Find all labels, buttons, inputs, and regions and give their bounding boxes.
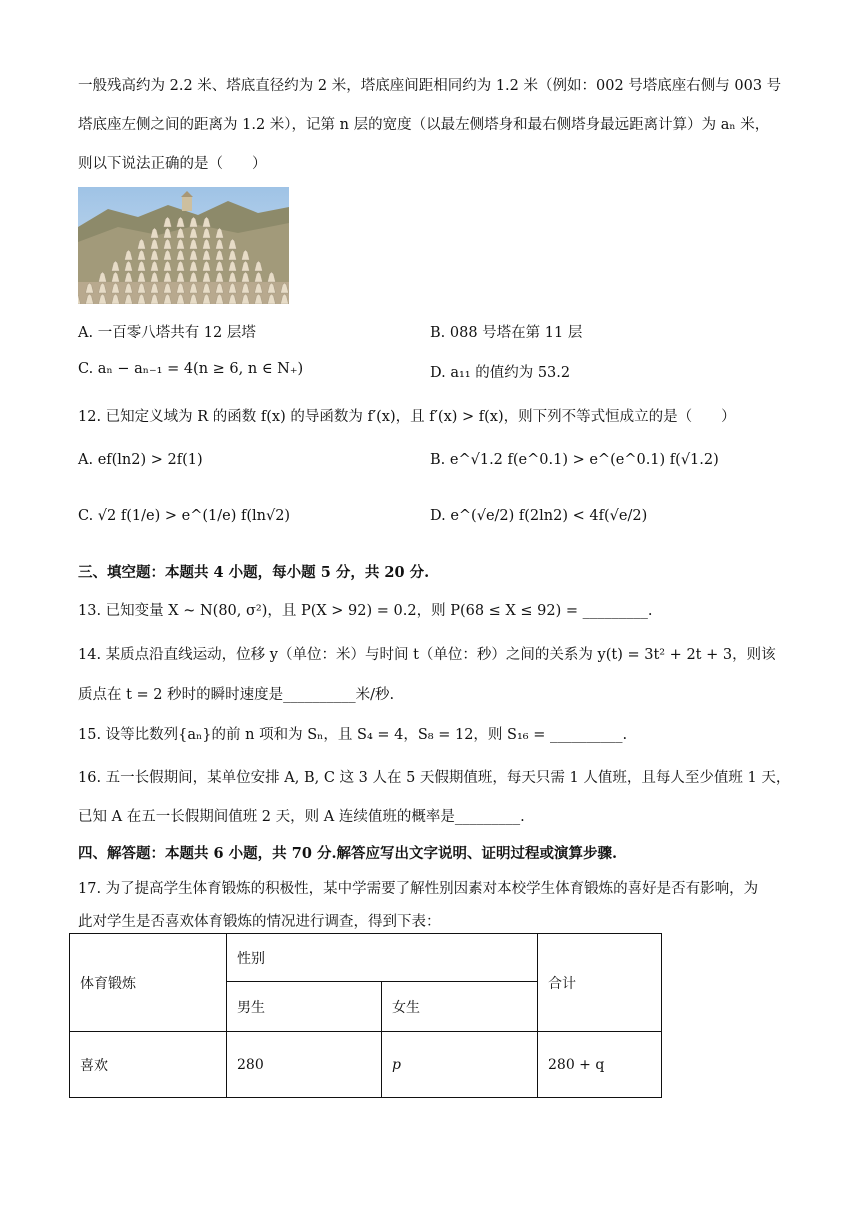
survey-table xyxy=(69,933,662,1098)
pagoda-photo xyxy=(78,187,289,304)
q11-line-2: 塔底座左侧之间的距离为 1.2 米），记第 n 层的宽度（以最左侧塔身和最右侧塔身最远距离计算）为 aₙ 米， xyxy=(78,117,770,133)
table-header-exercise: 体育锻炼 xyxy=(70,934,227,1032)
table-cell-male: 280 xyxy=(227,1032,382,1098)
q11-option-c: C. aₙ − aₙ₋₁ = 4(n ≥ 6, n ∈ N₊) xyxy=(78,361,304,377)
q11-option-a: A. 一百零八塔共有 12 层塔 xyxy=(78,325,256,341)
q15: 15. 设等比数列{aₙ}的前 n 项和为 Sₙ，且 S₄ = 4，S₈ = 12，则 S₁₆ = __________. xyxy=(78,727,628,743)
q16-line-1: 16. 五一长假期间，某单位安排 A, B, C 这 3 人在 5 天假期值班，每天只需 1 人值班，且每人至少值班 1 天， xyxy=(78,770,791,786)
q16-line-2: 已知 A 在五一长假期间值班 2 天，则 A 连续值班的概率是_________. xyxy=(78,809,525,825)
q14-line-2: 质点在 t = 2 秒时的瞬时速度是__________米/秒. xyxy=(78,687,395,703)
q12-option-b: B. e^√1.2 f(e^0.1) > e^(e^0.1) f(√1.2) xyxy=(430,452,719,468)
q12-stem: 12. 已知定义域为 R 的函数 f(x) 的导函数为 f′(x)，且 f′(x) > f(x)，则下列不等式恒成立的是（ ） xyxy=(78,409,736,425)
q17-line-1: 17. 为了提高学生体育锻炼的积极性，某中学需要了解性别因素对本校学生体育锻炼的喜好是否有影响，为 xyxy=(78,881,759,897)
table-header-gender: 性别 xyxy=(227,934,538,982)
q11-option-b: B. 088 号塔在第 11 层 xyxy=(430,325,583,341)
q12-option-d: D. e^(√e/2) f(2ln2) < 4f(√e/2) xyxy=(430,508,648,524)
q12-option-a: A. ef(ln2) > 2f(1) xyxy=(78,452,203,468)
q11-option-d: D. a₁₁ 的值约为 53.2 xyxy=(430,365,571,381)
section-3-heading: 三、填空题：本题共 4 小题，每小题 5 分，共 20 分. xyxy=(78,564,430,581)
table-header-total: 合计 xyxy=(538,934,662,1032)
q13: 13. 已知变量 X ~ N(80, σ²)，且 P(X > 92) = 0.2，则 P(68 ≤ X ≤ 92) = _________. xyxy=(78,603,653,619)
table-header-male: 男生 xyxy=(227,982,382,1032)
q12-option-c: C. √2 f(1/e) > e^(1/e) f(ln√2) xyxy=(78,508,291,524)
q11-line-1: 一般残高约为 2.2 米、塔底直径约为 2 米，塔底座间距相同约为 1.2 米（例如：002 号塔底座右侧与 003 号 xyxy=(78,78,782,94)
table-row xyxy=(70,1032,662,1098)
q11-line-3: 则以下说法正确的是（ ） xyxy=(78,156,267,172)
table-cell-total: 280 + q xyxy=(538,1032,662,1098)
table-header-female: 女生 xyxy=(382,982,538,1032)
q17-line-2: 此对学生是否喜欢体育锻炼的情况进行调查，得到下表： xyxy=(78,914,441,930)
table-cell-female: p xyxy=(382,1032,538,1098)
section-4-heading: 四、解答题：本题共 6 小题，共 70 分.解答应写出文字说明、证明过程或演算步骤. xyxy=(78,845,618,862)
q14-line-1: 14. 某质点沿直线运动，位移 y（单位：米）与时间 t（单位：秒）之间的关系为 y(t) = 3t² + 2t + 3，则该 xyxy=(78,647,776,663)
table-cell-label: 喜欢 xyxy=(70,1032,227,1098)
